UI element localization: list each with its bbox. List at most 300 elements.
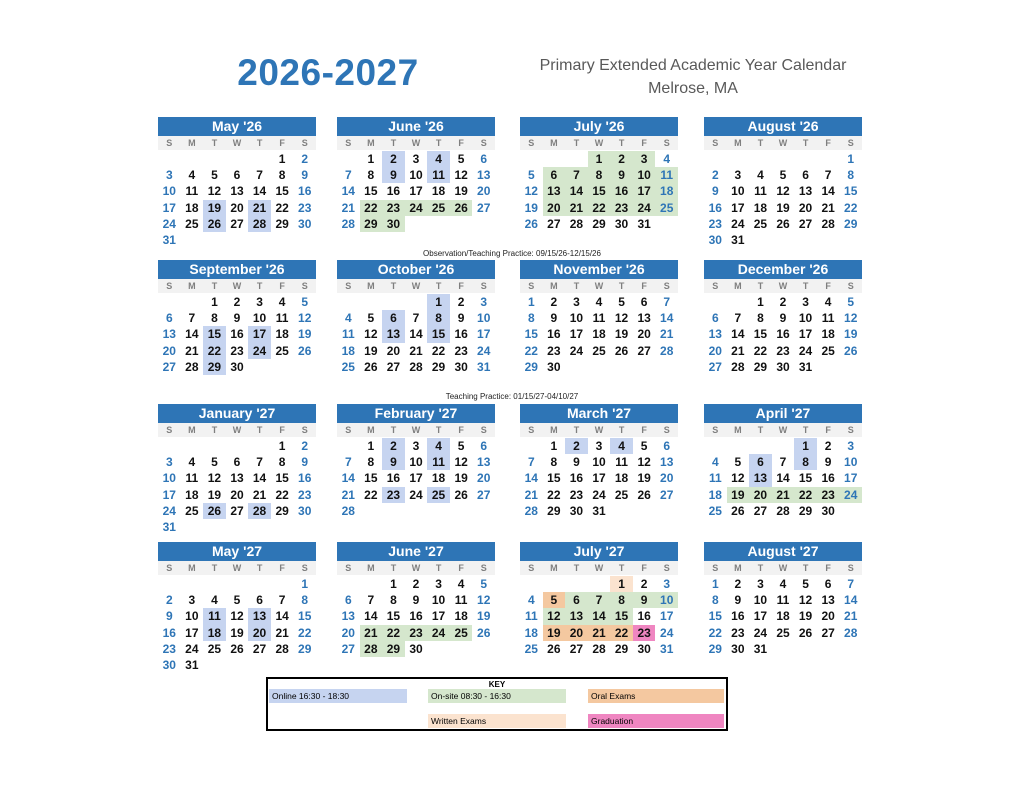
day-cell: 5	[640, 439, 648, 453]
weekday-label: S	[480, 563, 487, 573]
day-cell: 12	[298, 311, 312, 326]
day-cell: 14	[524, 471, 538, 486]
day-cell: 15	[798, 471, 813, 486]
empty-day	[158, 576, 181, 592]
day-cell: 18	[614, 471, 629, 486]
weekday-header	[337, 279, 495, 294]
day-cell: 28	[776, 503, 790, 518]
empty-day	[203, 151, 226, 167]
day-cell: 9	[633, 592, 656, 608]
day-cell: 14	[185, 327, 199, 342]
day-cell: 30	[569, 503, 584, 518]
empty-day	[203, 438, 226, 454]
observation-note: Observation/Teaching Practice: 09/15/26-12/15/26	[423, 249, 601, 258]
day-cell: 25	[427, 200, 450, 216]
day-cell: 4	[663, 152, 671, 166]
weekday-label: T	[802, 281, 809, 291]
weekday-label: M	[734, 425, 742, 435]
day-cell: 22	[588, 200, 611, 216]
day-cell: 27	[798, 216, 813, 231]
day-cell: 7	[847, 577, 855, 591]
day-cell: 12	[454, 455, 468, 470]
day-cell: 6	[543, 167, 566, 183]
day-cell: 27	[637, 343, 651, 358]
day-cell: 16	[298, 471, 312, 486]
day-cell: 18	[524, 625, 538, 640]
day-grid	[704, 151, 862, 248]
weekday-label: T	[211, 425, 218, 435]
weekday-header	[158, 136, 316, 151]
day-cell: 14	[821, 184, 835, 199]
day-cell: 5	[211, 168, 218, 183]
weekday-label: T	[802, 138, 809, 148]
weekday-header	[704, 423, 862, 438]
weekday-label: T	[573, 563, 580, 573]
day-cell: 23	[454, 343, 468, 358]
day-cell: 18	[275, 327, 289, 342]
day-cell: 10	[162, 471, 176, 486]
day-cell: 14	[565, 183, 588, 199]
day-cell: 16	[298, 184, 312, 199]
day-grid	[337, 294, 495, 375]
day-cell: 24	[185, 641, 199, 656]
day-cell: 16	[776, 327, 790, 342]
day-cell: 27	[230, 503, 244, 518]
day-cell: 9	[734, 593, 742, 608]
day-cell: 12	[543, 608, 566, 624]
day-cell: 14	[341, 471, 355, 486]
weekday-label: M	[734, 563, 742, 573]
weekday-label: W	[594, 281, 604, 291]
weekday-label: S	[663, 425, 670, 435]
day-cell: 12	[454, 168, 468, 183]
weekday-label: T	[802, 425, 809, 435]
day-cell: 4	[211, 593, 218, 608]
day-cell: 17	[248, 326, 271, 342]
day-cell: 6	[256, 593, 263, 608]
day-cell: 16	[708, 200, 722, 215]
day-cell: 24	[162, 216, 176, 231]
day-cell: 17	[162, 487, 176, 502]
day-cell: 9	[824, 455, 832, 470]
day-cell: 14	[252, 471, 267, 486]
day-cell: 22	[844, 200, 858, 215]
weekday-label: F	[279, 425, 285, 435]
day-cell: 21	[341, 200, 355, 215]
subtitle-line-2: Melrose, MA	[648, 80, 738, 97]
day-cell: 23	[610, 200, 633, 216]
day-cell: 9	[412, 593, 420, 608]
weekday-label: W	[411, 563, 421, 573]
day-cell: 31	[592, 503, 606, 518]
day-cell: 10	[844, 455, 858, 470]
day-cell: 12	[230, 609, 244, 624]
day-cell: 10	[633, 167, 656, 183]
day-cell: 2	[779, 295, 787, 309]
day-cell: 20	[248, 625, 271, 641]
day-cell: 18	[185, 487, 199, 502]
day-cell: 27	[708, 359, 722, 374]
weekday-label: T	[802, 563, 809, 573]
day-cell: 5	[457, 152, 465, 166]
weekday-header	[337, 136, 495, 151]
month-calendar	[158, 542, 316, 673]
day-cell: 11	[754, 184, 767, 199]
day-cell: 29	[753, 359, 768, 374]
day-cell: 14	[252, 184, 267, 199]
day-cell: 14	[660, 311, 674, 326]
day-cell: 8	[794, 454, 817, 470]
day-cell: 15	[844, 184, 858, 199]
day-cell: 16	[454, 327, 468, 342]
day-cell: 18	[592, 327, 606, 342]
day-cell: 13	[341, 609, 355, 624]
weekday-header	[704, 561, 862, 576]
day-cell: 5	[734, 455, 742, 470]
empty-day	[337, 151, 360, 167]
month-title: August '27	[704, 542, 862, 561]
day-cell: 7	[188, 311, 196, 326]
empty-day	[360, 576, 383, 592]
day-cell: 14	[731, 327, 745, 342]
day-cell: 28	[569, 216, 584, 231]
day-cell: 26	[614, 343, 629, 358]
day-cell: 22	[708, 625, 722, 640]
day-cell: 31	[637, 216, 651, 231]
day-cell: 13	[230, 184, 244, 199]
day-cell: 9	[233, 311, 241, 326]
weekday-label: S	[480, 281, 487, 291]
empty-day	[727, 438, 750, 454]
day-cell: 6	[640, 295, 648, 309]
weekday-label: T	[757, 563, 764, 573]
day-cell: 28	[341, 216, 355, 231]
day-cell: 17	[409, 471, 423, 486]
day-cell: 16	[230, 327, 244, 342]
day-cell: 15	[203, 326, 226, 342]
weekday-label: W	[232, 138, 242, 148]
day-cell: 9	[550, 311, 558, 326]
day-cell: 19	[230, 625, 244, 640]
day-cell: 21	[821, 200, 835, 215]
day-cell: 20	[660, 471, 674, 486]
day-cell: 11	[185, 184, 199, 199]
day-cell: 23	[162, 641, 176, 656]
day-cell: 18	[655, 183, 678, 199]
weekday-header	[520, 136, 678, 151]
day-cell: 7	[565, 167, 588, 183]
empty-day	[248, 438, 271, 454]
weekday-label: T	[211, 281, 218, 291]
month-calendar	[337, 404, 495, 519]
day-cell: 15	[610, 608, 633, 624]
day-cell: 26	[477, 625, 491, 640]
day-cell: 15	[386, 609, 401, 624]
day-cell: 10	[431, 593, 446, 608]
day-cell: 3	[480, 295, 488, 309]
day-cell: 2	[824, 439, 832, 453]
day-cell: 5	[457, 439, 465, 453]
month-title: May '27	[158, 542, 316, 561]
day-cell: 28	[731, 359, 745, 374]
day-cell: 4	[711, 455, 719, 470]
day-cell: 16	[821, 471, 835, 486]
month-title: October '26	[337, 260, 495, 279]
day-cell: 23	[731, 625, 745, 640]
day-cell: 31	[162, 519, 176, 534]
day-cell: 24	[798, 343, 813, 358]
day-cell: 17	[633, 183, 656, 199]
day-cell: 14	[364, 609, 378, 624]
day-cell: 17	[798, 327, 813, 342]
day-cell: 29	[708, 641, 722, 656]
weekday-label: S	[712, 563, 719, 573]
weekday-label: T	[573, 281, 580, 291]
day-cell: 31	[731, 232, 745, 247]
day-cell: 23	[298, 200, 312, 215]
day-cell: 2	[412, 577, 420, 591]
day-cell: 5	[779, 168, 787, 183]
day-cell: 3	[188, 593, 196, 608]
weekday-label: F	[279, 138, 285, 148]
weekday-label: T	[757, 138, 764, 148]
day-cell: 9	[165, 609, 173, 624]
weekday-label: S	[301, 138, 308, 148]
weekday-label: F	[279, 281, 285, 291]
day-cell: 1	[757, 295, 764, 309]
weekday-header	[520, 561, 678, 576]
day-cell: 3	[595, 439, 603, 453]
day-cell: 10	[592, 455, 606, 470]
day-cell: 21	[275, 625, 289, 640]
weekday-label: W	[594, 425, 604, 435]
day-cell: 28	[248, 216, 271, 232]
day-cell: 22	[610, 625, 633, 641]
empty-day	[382, 294, 405, 310]
day-cell: 13	[708, 327, 722, 342]
day-cell: 6	[663, 439, 671, 453]
day-cell: 20	[230, 487, 244, 502]
weekday-label: T	[618, 425, 625, 435]
day-cell: 13	[382, 326, 405, 342]
weekday-header	[337, 561, 495, 576]
day-cell: 21	[248, 200, 271, 216]
weekday-label: T	[390, 281, 397, 291]
month-title: April '27	[704, 404, 862, 423]
weekday-label: T	[256, 563, 263, 573]
day-cell: 5	[847, 295, 855, 309]
day-cell: 8	[550, 455, 558, 470]
day-cell: 30	[409, 641, 423, 656]
day-cell: 25	[614, 487, 629, 502]
weekday-label: M	[188, 138, 196, 148]
day-cell: 13	[565, 608, 588, 624]
day-cell: 10	[569, 311, 584, 326]
day-cell: 12	[524, 184, 538, 199]
day-cell: 23	[298, 487, 312, 502]
day-grid	[520, 294, 678, 375]
day-cell: 10	[185, 609, 199, 624]
day-cell: 13	[821, 593, 835, 608]
day-cell: 5	[618, 295, 625, 309]
weekday-label: F	[458, 425, 464, 435]
empty-day	[727, 294, 750, 310]
day-cell: 4	[278, 295, 286, 309]
weekday-label: M	[550, 281, 558, 291]
day-cell: 13	[637, 311, 651, 326]
month-title: March '27	[520, 404, 678, 423]
day-cell: 19	[614, 327, 629, 342]
day-cell: 25	[450, 625, 473, 641]
day-cell: 1	[390, 577, 397, 591]
day-cell: 12	[207, 184, 222, 199]
day-cell: 20	[821, 609, 835, 624]
day-cell: 4	[757, 168, 764, 183]
day-cell: 23	[382, 200, 405, 216]
weekday-label: M	[550, 425, 558, 435]
day-cell: 13	[248, 608, 271, 624]
day-grid	[520, 576, 678, 657]
day-cell: 27	[821, 625, 835, 640]
month-title: June '27	[337, 542, 495, 561]
weekday-label: F	[641, 138, 647, 148]
day-cell: 25	[821, 343, 835, 358]
day-cell: 12	[207, 471, 222, 486]
day-cell: 29	[614, 641, 629, 656]
weekday-label: T	[435, 563, 442, 573]
day-cell: 16	[162, 625, 176, 640]
day-cell: 17	[660, 609, 674, 624]
empty-day	[226, 438, 249, 454]
day-cell: 10	[731, 184, 745, 199]
weekday-label: S	[528, 281, 535, 291]
day-cell: 12	[776, 184, 790, 199]
day-cell: 5	[367, 311, 375, 326]
weekday-label: M	[188, 425, 196, 435]
empty-day	[520, 438, 543, 454]
day-cell: 1	[794, 438, 817, 454]
day-cell: 4	[427, 151, 450, 167]
day-cell: 8	[301, 593, 309, 608]
day-cell: 24	[162, 503, 176, 518]
day-cell: 7	[734, 311, 742, 326]
weekday-label: S	[480, 425, 487, 435]
weekday-label: W	[778, 563, 788, 573]
day-cell: 25	[185, 503, 199, 518]
month-title: May '26	[158, 117, 316, 136]
day-cell: 24	[592, 487, 606, 502]
day-cell: 11	[708, 471, 722, 486]
day-cell: 9	[382, 167, 405, 183]
day-cell: 30	[454, 359, 468, 374]
day-grid	[337, 438, 495, 519]
day-cell: 19	[207, 487, 222, 502]
day-grid	[704, 294, 862, 375]
day-cell: 7	[588, 592, 611, 608]
day-cell: 25	[753, 216, 768, 231]
day-grid	[520, 151, 678, 232]
day-cell: 4	[344, 311, 352, 326]
weekday-label: T	[435, 425, 442, 435]
weekday-label: T	[757, 281, 764, 291]
day-cell: 25	[427, 487, 450, 503]
weekday-label: S	[166, 425, 173, 435]
weekday-label: S	[345, 425, 352, 435]
weekday-label: T	[256, 425, 263, 435]
day-cell: 17	[409, 184, 423, 199]
day-cell: 26	[844, 343, 858, 358]
empty-day	[772, 151, 795, 167]
day-cell: 11	[341, 327, 355, 342]
day-cell: 21	[731, 343, 745, 358]
day-cell: 8	[527, 311, 535, 326]
day-cell: 11	[275, 311, 289, 326]
day-cell: 20	[341, 625, 355, 640]
day-cell: 22	[382, 625, 405, 641]
day-cell: 18	[776, 609, 790, 624]
day-cell: 10	[162, 184, 176, 199]
day-cell: 18	[341, 343, 355, 358]
day-cell: 6	[480, 439, 488, 453]
weekday-label: S	[528, 138, 535, 148]
day-cell: 12	[477, 593, 491, 608]
day-cell: 2	[301, 152, 309, 166]
day-cell: 12	[798, 593, 813, 608]
weekday-label: W	[594, 563, 604, 573]
day-cell: 10	[798, 311, 813, 326]
day-cell: 19	[524, 200, 538, 215]
day-cell: 8	[367, 168, 375, 183]
day-cell: 19	[798, 609, 813, 624]
day-cell: 18	[185, 200, 199, 215]
day-cell: 30	[230, 359, 244, 374]
day-cell: 7	[344, 168, 352, 183]
weekday-label: W	[232, 425, 242, 435]
day-cell: 22	[753, 343, 768, 358]
day-cell: 27	[252, 641, 267, 656]
day-cell: 20	[477, 471, 491, 486]
day-cell: 28	[409, 359, 423, 374]
month-calendar	[337, 542, 495, 657]
day-cell: 6	[382, 310, 405, 326]
empty-day	[565, 151, 588, 167]
day-cell: 1	[301, 577, 309, 591]
day-cell: 6	[824, 577, 832, 591]
weekday-label: T	[390, 563, 397, 573]
month-calendar	[158, 117, 316, 248]
day-cell: 3	[435, 577, 442, 591]
day-cell: 1	[610, 576, 633, 592]
empty-day	[248, 576, 271, 592]
day-cell: 20	[543, 200, 566, 216]
month-calendar	[337, 117, 495, 232]
day-cell: 24	[839, 487, 862, 503]
day-cell: 27	[477, 200, 491, 215]
day-cell: 30	[547, 359, 561, 374]
day-cell: 22	[431, 343, 446, 358]
day-cell: 26	[450, 200, 473, 216]
day-cell: 3	[734, 168, 742, 183]
weekday-header	[520, 279, 678, 294]
empty-day	[727, 151, 750, 167]
day-cell: 24	[427, 625, 450, 641]
day-cell: 11	[821, 311, 835, 326]
day-cell: 11	[524, 609, 538, 624]
day-cell: 6	[233, 168, 241, 183]
day-cell: 21	[660, 327, 674, 342]
weekday-label: T	[757, 425, 764, 435]
day-cell: 13	[798, 184, 813, 199]
